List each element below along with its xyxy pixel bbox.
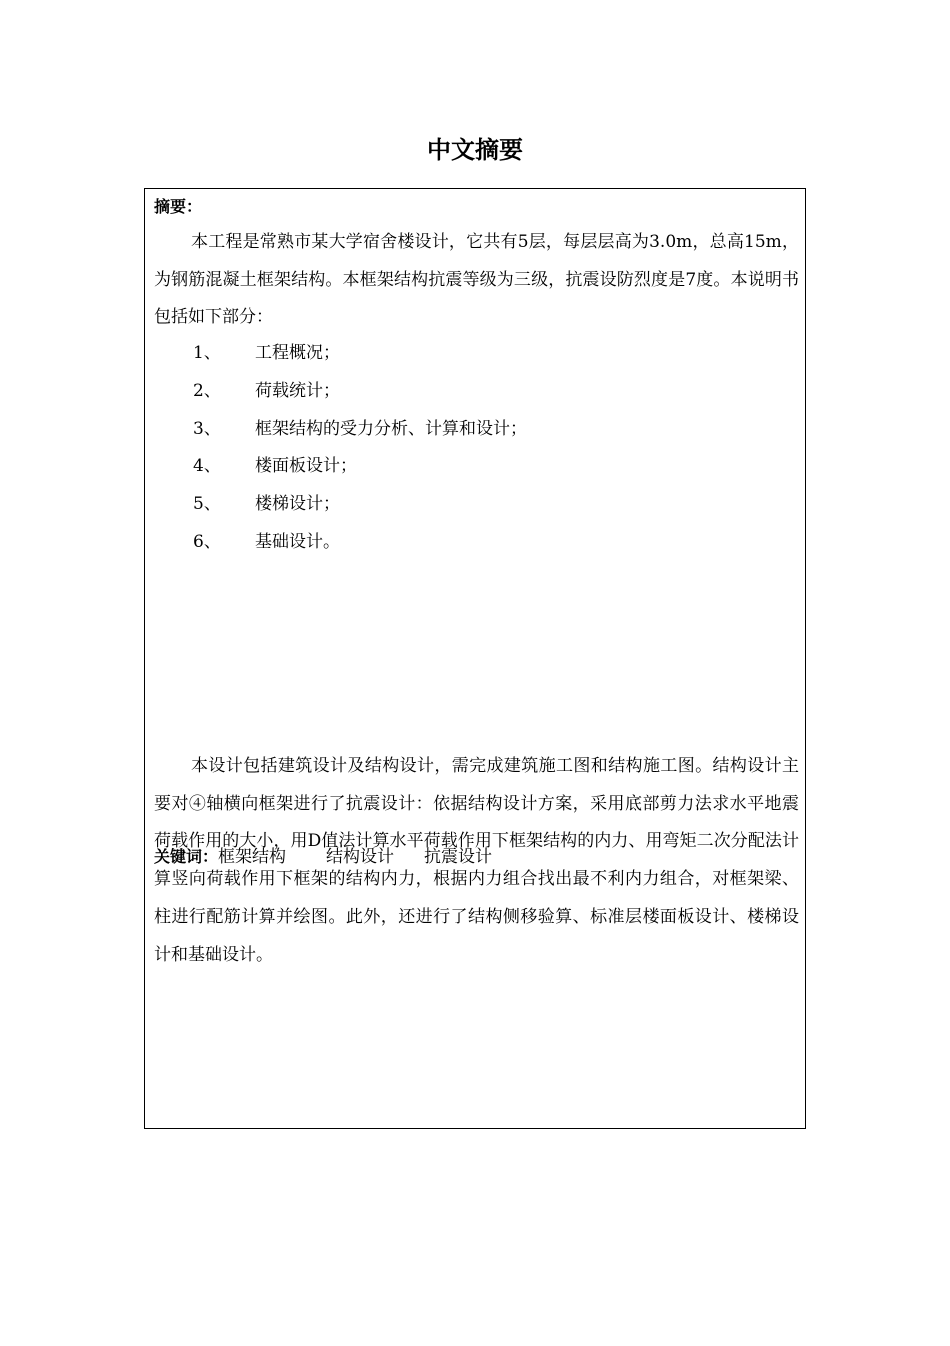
- list-number: 2、: [193, 381, 221, 401]
- keyword: 框架结构: [218, 847, 287, 867]
- list-item-4: [193, 451, 357, 481]
- list-item-6: [193, 527, 340, 557]
- list-item-3: [193, 414, 527, 444]
- list-text: 框架结构的受力分析、计算和设计；: [255, 419, 527, 439]
- keywords-label: 关键词：: [154, 847, 219, 866]
- keywords-line: [154, 845, 492, 869]
- list-text: 楼面板设计；: [255, 456, 357, 476]
- list-item-2: [193, 376, 340, 406]
- design-paragraph: 本设计包括建筑设计及结构设计，需完成建筑施工图和结构施工图。结构设计主要对④轴横向框架进行了抗震设计：依据结构设计方案，采用底部剪力法求水平地震荷载作用的大小，用D值法计算水平荷载作用下框架结构的内力、用弯矩二次分配法计算竖向荷载作用下框架的结构内力，根据内力组合找出最不利内力组合，对框架梁、柱进行配筋计算并绘图。此外，还进行了结构侧移验算、标准层楼面板设计、楼梯设计和基础设计。: [154, 756, 799, 965]
- abstract-heading: 摘要：: [154, 197, 203, 216]
- list-number: 1、: [193, 343, 221, 363]
- list-number: 4、: [193, 456, 221, 476]
- list-text: 楼梯设计；: [255, 494, 340, 514]
- intro-paragraph: 本工程是常熟市某大学宿舍楼设计，它共有5层，每层层高为3.0m，总高15m，为钢筋混凝土框架结构。本框架结构抗震等级为三级，抗震设防烈度是7度。本说明书包括如下部分：: [154, 232, 799, 328]
- keyword: 抗震设计: [424, 847, 493, 867]
- list-text: 基础设计。: [255, 532, 340, 552]
- list-text: 荷载统计；: [255, 381, 340, 401]
- list-item-5: [193, 489, 340, 519]
- page-title: 中文摘要: [427, 136, 523, 164]
- list-number: 5、: [193, 494, 221, 514]
- keyword: 结构设计: [326, 847, 395, 867]
- list-item-1: [193, 338, 340, 368]
- list-text: 工程概况；: [255, 343, 340, 363]
- abstract-box: [144, 188, 806, 1129]
- list-number: 6、: [193, 532, 221, 552]
- list-number: 3、: [193, 419, 221, 439]
